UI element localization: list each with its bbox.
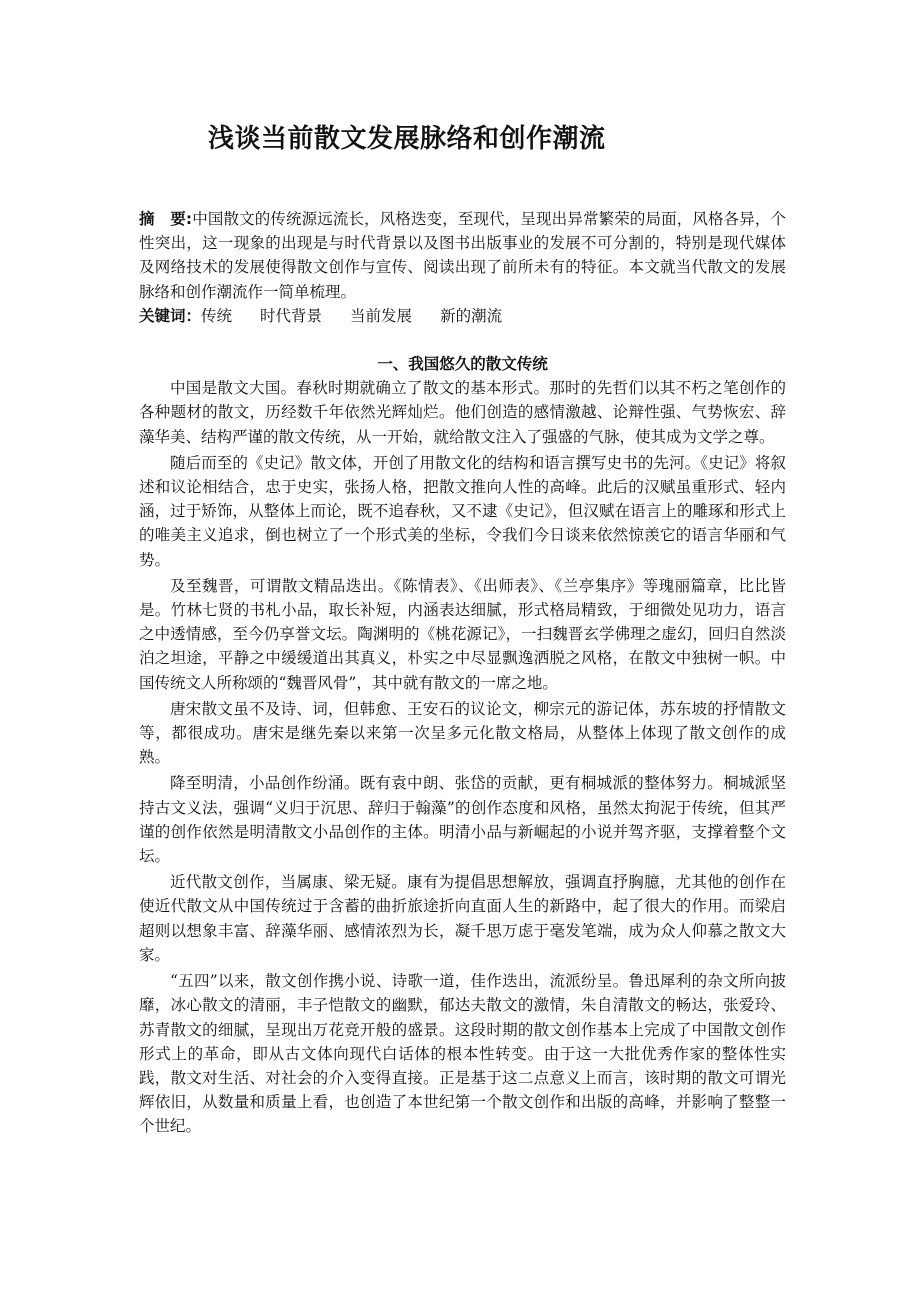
abstract-label: 摘 要: — [139, 210, 193, 228]
document-body — [139, 207, 786, 1141]
keywords — [139, 304, 786, 328]
keywords-label: 关键词： — [139, 306, 202, 325]
section-heading: 一、我国悠久的散文传统 — [377, 355, 548, 374]
keyword: 当前发展 — [350, 306, 413, 325]
paragraph: 近代散文创作，当属康、梁无疑。康有为提倡思想解放，强调直抒胸臆，尤其他的创作在使近代散文从中国传统过于含蓄的曲折旅途折向直面人生的新路中，起了很大的作用。而梁启超则以想象丰富、辞藻华丽、感情浓烈为长，凝千思万虑于毫发笔端，成为众人仰慕之散文大家。 — [139, 873, 786, 964]
paragraph: 中国是散文大国。春秋时期就确立了散文的基本形式。那时的先哲们以其不朽之笔创作的各种题材的散文，历经数千年依然光辉灿烂。他们创造的感情激越、论辩性强、气势恢宏、辞藻华美、结构严谨的散文传统，从一开始，就给散文注入了强盛的气脉，使其成为文学之尊。 — [139, 379, 786, 446]
paragraph: 随后而至的《史记》散文体，开创了用散文化的结构和语言撰写史书的先河。《史记》将叙述和议论相结合，忠于史实，张扬人格，把散文推向人性的高峰。此后的汉赋虽重形式、轻内涵，过于矫饰，从整体上而论，既不追春秋，又不逮《史记》，但汉赋在语言上的雕琢和形式上的唯美主义追求，倒也树立了一个形式美的坐标，令我们今日谈来依然惊羡它的语言华丽和气势。 — [139, 453, 786, 569]
paragraph: 唐宋散文虽不及诗、词，但韩愈、王安石的议论文，柳宗元的游记体，苏东坡的抒情散文等，都很成功。唐宋是继先秦以来第一次呈多元化散文格局，从整体上体现了散文创作的成熟。 — [139, 699, 786, 767]
keyword: 时代背景 — [260, 306, 323, 325]
keyword: 新的潮流 — [440, 306, 503, 325]
paragraph: 降至明清，小品创作纷涌。既有袁中朗、张岱的贡献，更有桐城派的整体努力。桐城派坚持古文义法，强调“义归于沉思、辞归于翰藻”的创作态度和风格，虽然太拘泥于传统，但其严谨的创作依然是明清散文小品创作的主体。明清小品与新崛起的小说并驾齐驱，支撑着整个文坛。 — [139, 774, 786, 866]
paragraph: 及至魏晋，可谓散文精品迭出。《陈情表》、《出师表》、《兰亭集序》等瑰丽篇章，比比皆是。竹林七贤的书札小品，取长补短，内涵表达细腻，形式格局精致，于细微处见功力，语言之中透情感，至今仍享誉文坛。陶渊明的《桃花源记》，一扫魏晋玄学佛理之虚幻，回归自然淡泊之坦途，平静之中缓缓道出其真义，朴实之中尽显飘逸洒脱之风格，在散文中独树一帜。中国传统文人所称颂的“魏晋风骨”，其中就有散文的一席之地。 — [139, 576, 786, 692]
keyword: 传统 — [201, 306, 233, 325]
document-title: 浅谈当前散文发展脉络和创作潮流 — [208, 124, 606, 154]
abstract — [139, 207, 786, 304]
abstract-text: 中国散文的传统源远流长，风格迭变，至现代，呈现出异常繁荣的局面，风格各异，个性突出，这一现象的出现是与时代背景以及图书出版事业的发展不可分割的，特别是现代媒体及网络技术的发展使得散文创作与宣传、阅读出现了前所未有的特征。本文就当代散文的发展脉络和创作潮流作一简单梳理。 — [139, 210, 786, 301]
paragraph: “五四”以来，散文创作携小说、诗歌一道，佳作迭出，流派纷呈。鲁迅犀利的杂文所向披靡，冰心散文的清丽，丰子恺散文的幽默，郁达夫散文的激情，朱自清散文的畅达，张爱玲、苏青散文的细腻，呈现出万花竞开般的盛景。这段时期的散文创作基本上完成了中国散文创作形式上的革命，即从古文体向现代白话体的根本性转变。由于这一大批优秀作家的整体性实践，散文对生活、对社会的介入变得直接。正是基于这二点意义上而言，该时期的散文可谓光辉依旧，从数量和质量上看，也创造了本世纪第一个散文创作和出版的高峰，并影响了整整一个世纪。 — [139, 972, 786, 1136]
